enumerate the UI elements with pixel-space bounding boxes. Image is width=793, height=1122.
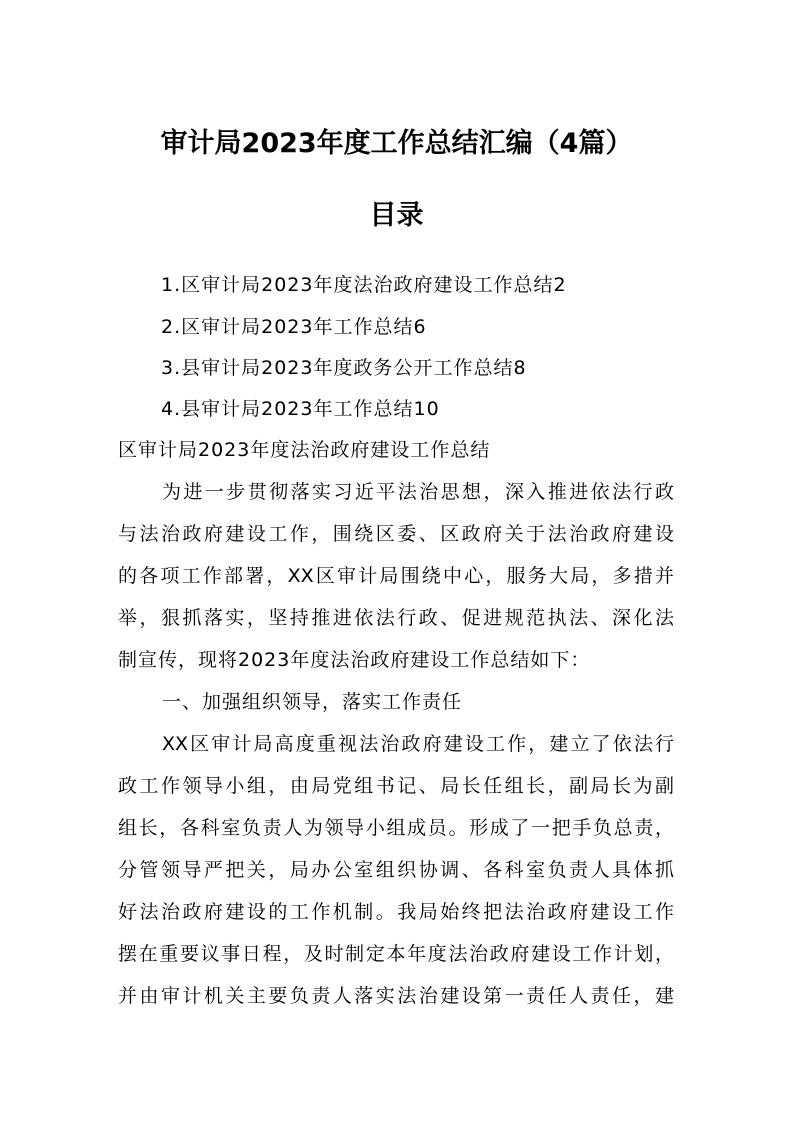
paragraph-line: 组长，各科室负责人为领导小组成员。形成了一把手负总责， bbox=[118, 817, 674, 839]
toc-item: 1.区审计局2023年度法治政府建设工作总结2 bbox=[161, 274, 567, 296]
toc-heading: 目录 bbox=[369, 200, 424, 231]
paragraph-line: 摆在重要议事日程，及时制定本年度法治政府建设工作计划， bbox=[118, 943, 674, 965]
paragraph-line: XX区审计局高度重视法治政府建设工作，建立了依法行 bbox=[162, 733, 674, 755]
paragraph-line: 举，狠抓落实，坚持推进依法行政、促进规范执法、深化法 bbox=[118, 607, 674, 629]
paragraph-line: 政工作领导小组，由局党组书记、局长任组长，副局长为副 bbox=[118, 775, 674, 797]
paragraph-line: 的各项工作部署，XX区审计局围绕中心，服务大局，多措并 bbox=[118, 565, 674, 587]
paragraph-line: 分管领导严把关，局办公室组织协调、各科室负责人具体抓 bbox=[118, 859, 674, 881]
toc-item: 2.区审计局2023年工作总结6 bbox=[161, 316, 427, 338]
toc-item: 3.县审计局2023年度政务公开工作总结8 bbox=[161, 357, 527, 379]
paragraph-line: 制宣传，现将2023年度法治政府建设工作总结如下： bbox=[118, 649, 591, 671]
paragraph-line: 并由审计机关主要负责人落实法治建设第一责任人责任，建 bbox=[118, 985, 674, 1007]
paragraph-line: 为进一步贯彻落实习近平法治思想，深入推进依法行政 bbox=[162, 481, 674, 503]
toc-item: 4.县审计局2023年工作总结10 bbox=[161, 398, 440, 420]
paragraph-line: 与法治政府建设工作，围绕区委、区政府关于法治政府建设 bbox=[118, 523, 674, 545]
section-title: 区审计局2023年度法治政府建设工作总结 bbox=[118, 439, 491, 461]
document-title: 审计局2023年度工作总结汇编（4篇） bbox=[160, 128, 633, 159]
section-heading: 一、加强组织领导，落实工作责任 bbox=[162, 691, 463, 713]
paragraph-line: 好法治政府建设的工作机制。我局始终把法治政府建设工作 bbox=[118, 901, 674, 923]
